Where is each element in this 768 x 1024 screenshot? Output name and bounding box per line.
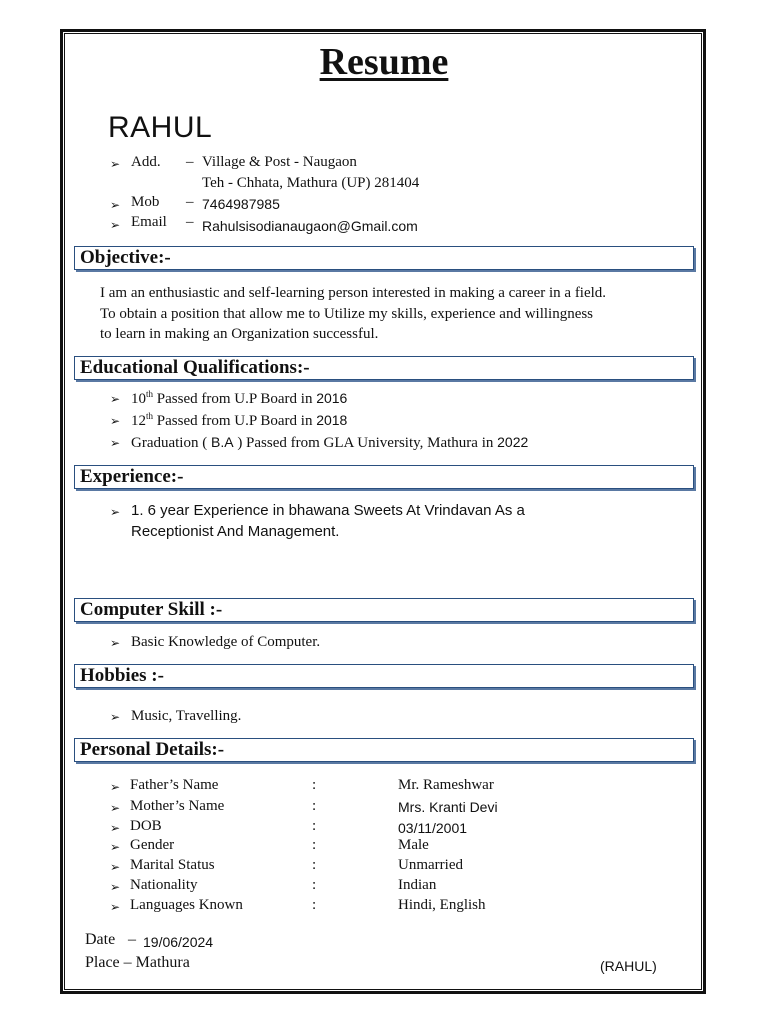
signature-name: (RAHUL): [600, 958, 657, 974]
personal-colon: :: [312, 837, 317, 853]
objective-line: I am an enthusiastic and self-learning person interested in making a career in a field.: [100, 285, 607, 301]
arrowhead-bullet-icon: ➢: [110, 505, 121, 519]
edu-year: 2016: [316, 390, 348, 406]
personal-label: Father’s Name: [130, 777, 219, 793]
date-value: 19/06/2024: [143, 934, 214, 950]
arrowhead-bullet-icon: ➢: [110, 880, 121, 894]
mobile-label: Mob: [131, 194, 160, 210]
date-label: Date: [85, 931, 116, 948]
personal-value: Indian: [398, 877, 437, 893]
personal-colon: :: [312, 877, 317, 893]
personal-colon: :: [312, 897, 317, 913]
personal-label: Gender: [130, 837, 175, 853]
address-line-1: Village & Post - Naugaon: [202, 154, 357, 170]
mobile-number: 7464987985: [202, 196, 280, 212]
personal-colon: :: [312, 798, 317, 814]
computer-skill-heading: Computer Skill :-: [74, 598, 694, 622]
edu-degree: B.A: [210, 434, 234, 450]
personal-value: Mr. Rameshwar: [398, 777, 494, 793]
arrowhead-bullet-icon: ➢: [110, 414, 121, 428]
personal-colon: :: [312, 777, 317, 793]
address-dash: –: [186, 154, 194, 170]
personal-label: Languages Known: [130, 897, 243, 913]
personal-colon: :: [312, 818, 317, 834]
arrowhead-bullet-icon: ➢: [110, 636, 121, 650]
arrowhead-bullet-icon: ➢: [110, 860, 121, 874]
personal-details-heading: Personal Details:-: [74, 738, 694, 762]
arrowhead-bullet-icon: ➢: [110, 821, 121, 835]
arrowhead-bullet-icon: ➢: [110, 436, 121, 450]
personal-colon: :: [312, 857, 317, 873]
personal-label: Marital Status: [130, 857, 215, 873]
edu-text: ) Passed from GLA University, Mathura in: [233, 435, 498, 451]
personal-value: Male: [398, 837, 429, 853]
personal-label: DOB: [130, 818, 162, 834]
personal-value: Unmarried: [398, 857, 463, 873]
candidate-name: RAHUL: [108, 111, 213, 144]
address-label: Add.: [131, 154, 161, 170]
experience-heading: Experience:-: [74, 465, 694, 489]
email-label: Email: [131, 214, 167, 230]
personal-value: Hindi, English: [398, 897, 486, 913]
experience-line: 1. 6 year Experience in bhawana Sweets At Vrindavan As a: [131, 502, 525, 519]
edu-class: 10: [131, 391, 146, 407]
arrowhead-bullet-icon: ➢: [110, 198, 121, 212]
arrowhead-bullet-icon: ➢: [110, 710, 121, 724]
email-dash: –: [186, 214, 194, 230]
hobbies-heading: Hobbies :-: [74, 664, 694, 688]
arrowhead-bullet-icon: ➢: [110, 780, 121, 794]
edu-degree-prefix: Graduation (: [131, 435, 211, 451]
education-heading: Educational Qualifications:-: [74, 356, 694, 380]
place-label: Place – Mathura: [85, 954, 190, 971]
personal-label: Mother’s Name: [130, 798, 225, 814]
personal-value: Mrs. Kranti Devi: [398, 799, 498, 815]
experience-line: Receptionist And Management.: [131, 523, 340, 540]
edu-text: Passed from U.P Board in: [153, 413, 317, 429]
edu-class: 12: [131, 413, 146, 429]
arrowhead-bullet-icon: ➢: [110, 900, 121, 914]
objective-text: [100, 283, 670, 345]
objective-line: to learn in making an Organization successful.: [100, 326, 379, 342]
personal-value: 03/11/2001: [398, 820, 468, 836]
edu-year: 2022: [497, 434, 529, 450]
mobile-dash: –: [186, 194, 194, 210]
objective-line: To obtain a position that allow me to Utilize my skills, experience and willingness: [100, 305, 594, 322]
edu-suffix: th: [146, 411, 154, 421]
email-address: Rahulsisodianaugaon@Gmail.com: [202, 218, 418, 234]
arrowhead-bullet-icon: ➢: [110, 801, 121, 815]
hobbies-text: Music, Travelling.: [131, 708, 242, 724]
arrowhead-bullet-icon: ➢: [110, 392, 121, 406]
edu-year: 2018: [316, 412, 348, 428]
objective-heading: Objective:-: [74, 246, 694, 270]
arrowhead-bullet-icon: ➢: [110, 218, 121, 232]
address-line-2: Teh - Chhata, Mathura (UP) 281404: [202, 175, 420, 191]
arrowhead-bullet-icon: ➢: [110, 157, 121, 171]
edu-text: Passed from U.P Board in: [153, 391, 317, 407]
edu-suffix: th: [146, 389, 154, 399]
date-dash: –: [128, 931, 136, 948]
computer-skill-text: Basic Knowledge of Computer.: [131, 634, 321, 650]
personal-label: Nationality: [130, 877, 198, 893]
page-title: Resume: [319, 41, 449, 83]
arrowhead-bullet-icon: ➢: [110, 840, 121, 854]
